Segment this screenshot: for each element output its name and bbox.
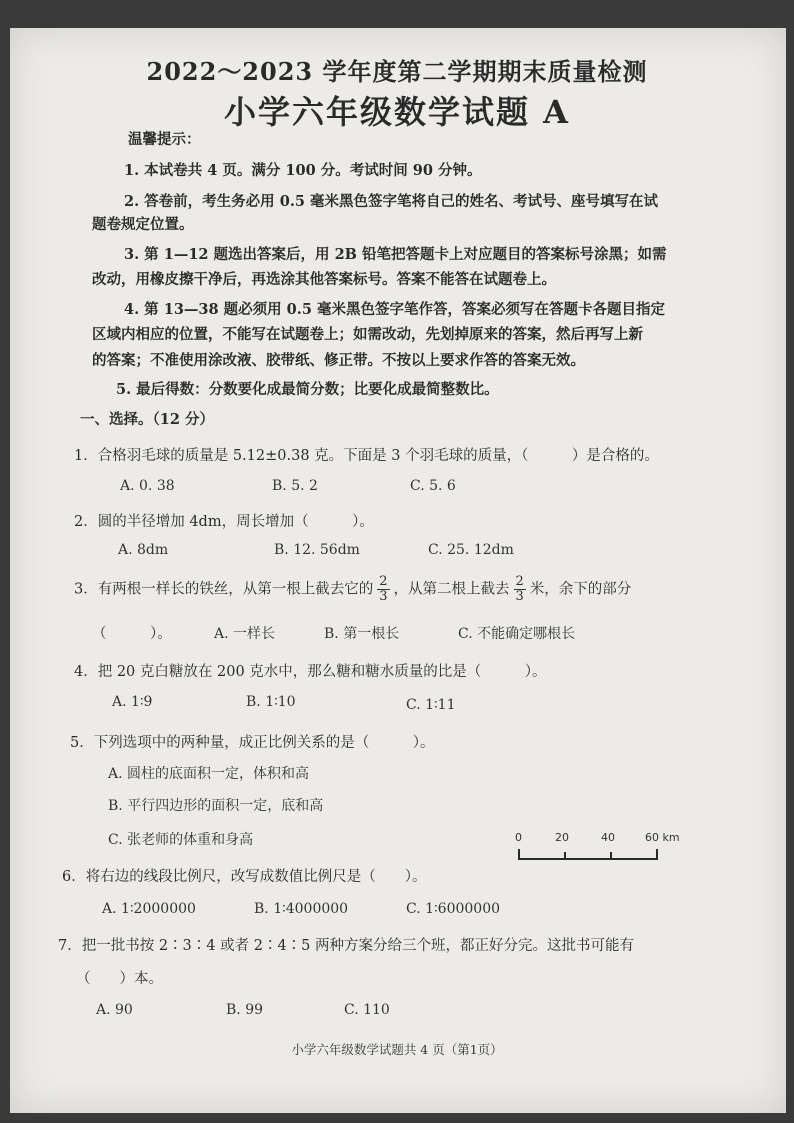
question-3-blank: （ ）。 xyxy=(92,626,172,642)
fraction-denominator: 3 xyxy=(515,589,524,604)
scale-label-20: 20 xyxy=(555,831,569,844)
tips-line4a: 4. 第 13—38 题必须用 0.5 毫米黑色签字笔作答，答案必须写在答题卡各题目指定 xyxy=(124,301,665,318)
question-4-option-a: A. 1∶9 xyxy=(112,694,153,710)
tips-line4c: 的答案；不准使用涂改液、胶带纸、修正带。不按以上要求作答的答案无效。 xyxy=(92,352,585,369)
question-3-option-c: C. 不能确定哪根长 xyxy=(458,626,576,642)
question-4-option-c: C. 1∶11 xyxy=(406,697,456,713)
question-6-text: 6．将右边的线段比例尺，改写成数值比例尺是（ ）。 xyxy=(62,869,427,885)
question-5-text: 5．下列选项中的两种量，成正比例关系的是（ ）。 xyxy=(70,735,435,751)
question-5-option-c: C. 张老师的体重和身高 xyxy=(108,832,254,848)
tips-heading: 温馨提示： xyxy=(128,131,201,148)
fraction-two-thirds-2 xyxy=(514,575,526,604)
question-1-option-c: C. 5. 6 xyxy=(410,478,456,494)
question-7-option-b: B. 99 xyxy=(226,1002,264,1018)
question-1-text: 1．合格羽毛球的质量是 5.12±0.38 克。下面是 3 个羽毛球的质量，（ ）是合格的。 xyxy=(74,448,659,464)
question-7-blank: （ ）本。 xyxy=(76,971,163,987)
scale-label-0: 0 xyxy=(515,831,522,844)
question-1-option-b: B. 5. 2 xyxy=(272,478,318,494)
question-3-text-a: 3．有两根一样长的铁丝，从第一根上截去它的 xyxy=(74,581,374,598)
question-5-option-b: B. 平行四边形的面积一定，底和高 xyxy=(108,798,324,814)
scale-label-60km: 60 km xyxy=(645,831,680,844)
fraction-numerator: 2 xyxy=(379,574,388,589)
question-7-option-a: A. 90 xyxy=(96,1002,133,1018)
question-2-option-c: C. 25. 12dm xyxy=(428,542,514,558)
tips-line3b: 改动，用橡皮擦干净后，再选涂其他答案标号。答案不能答在试题卷上。 xyxy=(92,271,556,288)
tips-line4b: 区域内相应的位置，不能写在试题卷上；如需改动，先划掉原来的答案，然后再写上新 xyxy=(92,326,643,343)
question-6-option-a: A. 1∶2000000 xyxy=(102,901,196,917)
scale-bar-line xyxy=(514,846,664,864)
section-heading-choice: 一、选择。（12 分） xyxy=(80,411,214,428)
question-4-option-b: B. 1∶10 xyxy=(246,694,296,710)
exam-title-line2: 小学六年级数学试题 A xyxy=(224,93,570,131)
tips-line1: 1. 本试卷共 4 页。满分 100 分。考试时间 90 分钟。 xyxy=(124,162,482,179)
question-4-text: 4．把 20 克白糖放在 200 克水中，那么糖和糖水质量的比是（ ）。 xyxy=(74,664,547,680)
question-1-option-a: A. 0. 38 xyxy=(120,478,175,494)
tips-line3a: 3. 第 1—12 题选出答案后，用 2B 铅笔把答题卡上对应题目的答案标号涂黑；如需 xyxy=(124,246,667,263)
page-footer: 小学六年级数学试题共 4 页（第1页） xyxy=(291,1042,503,1057)
question-5-option-a: A. 圆柱的底面积一定，体积和高 xyxy=(108,766,310,782)
fraction-numerator: 2 xyxy=(515,574,524,589)
question-2-option-a: A. 8dm xyxy=(118,542,169,558)
question-7-text: 7．把一批书按 2∶3∶4 或者 2∶4∶5 两种方案分给三个班，都正好分完。这批书可能有 xyxy=(58,938,635,954)
question-3-text-b: ，从第二根上截去 xyxy=(393,581,510,598)
question-3-text-c: 米，余下的部分 xyxy=(529,581,632,598)
question-6-option-c: C. 1∶6000000 xyxy=(406,901,501,917)
question-3-option-b: B. 第一根长 xyxy=(324,626,400,642)
tips-line2a: 2. 答卷前，考生务必用 0.5 毫米黑色签字笔将自己的姓名、考试号、座号填写在试 xyxy=(124,193,659,210)
scale-label-40: 40 xyxy=(601,831,615,844)
question-2-text: 2．圆的半径增加 4dm，周长增加（ ）。 xyxy=(74,514,374,530)
fraction-two-thirds-1 xyxy=(377,575,389,604)
question-7-option-c: C. 110 xyxy=(344,1002,390,1018)
tips-line5: 5. 最后得数：分数要化成最简分数；比要化成最简整数比。 xyxy=(116,381,499,398)
question-2-option-b: B. 12. 56dm xyxy=(274,542,360,558)
question-3-option-a: A. 一样长 xyxy=(214,626,276,642)
fraction-denominator: 3 xyxy=(379,589,388,604)
exam-title-line1: 2022～2023 学年度第二学期期末质量检测 xyxy=(146,57,648,86)
question-6-option-b: B. 1∶4000000 xyxy=(254,901,349,917)
tips-line2b: 题卷规定位置。 xyxy=(92,216,194,233)
question-3-text xyxy=(74,575,631,604)
